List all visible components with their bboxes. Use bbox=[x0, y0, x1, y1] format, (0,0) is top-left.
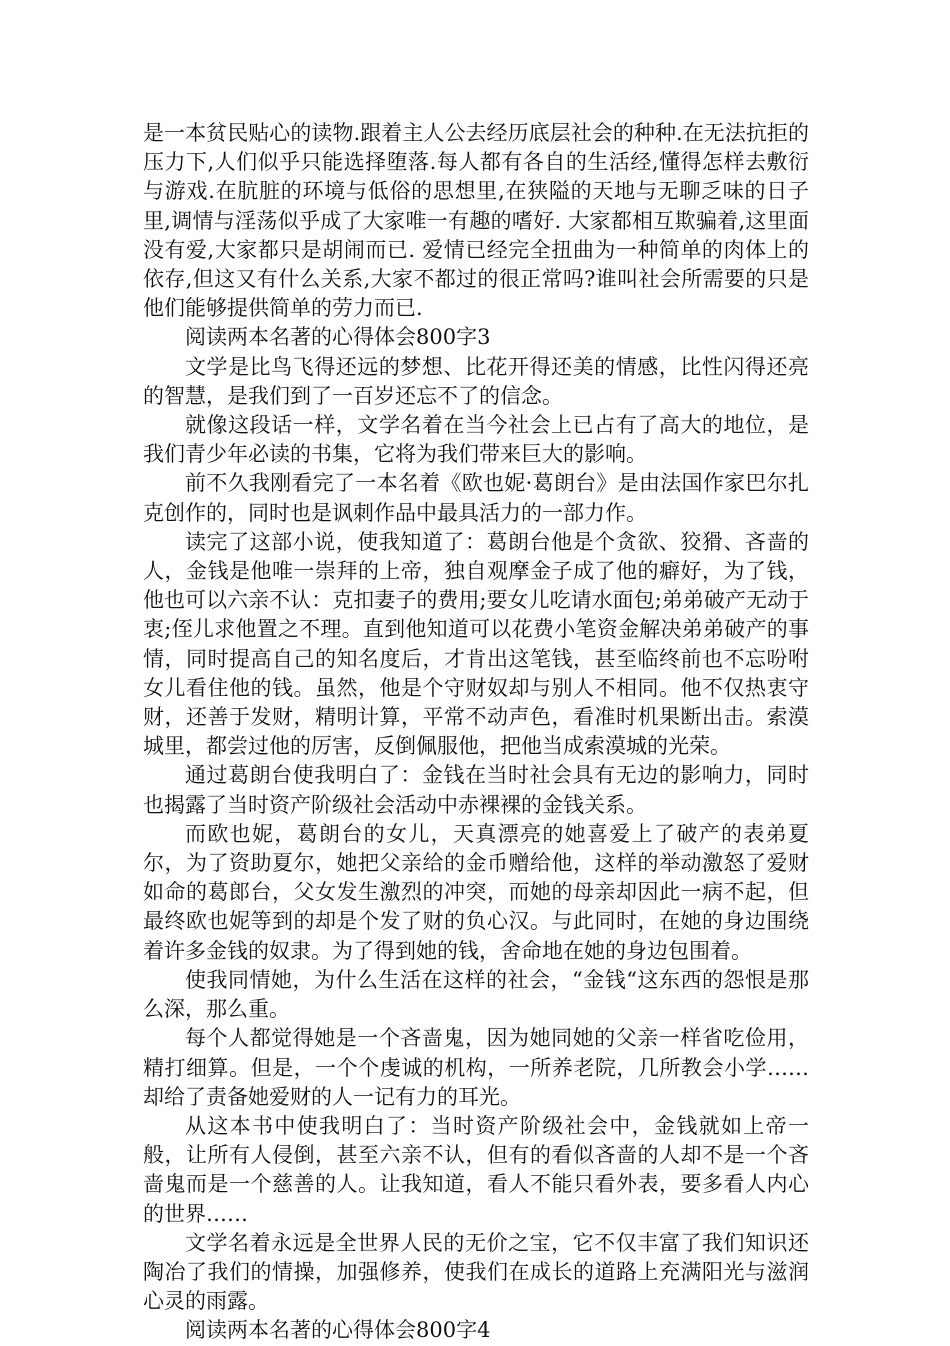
paragraph: 文学名着永远是全世界人民的无价之宝，它不仅丰富了我们知识还陶冶了我们的情操，加强修养，使我们在成长的道路上充满阳光与滋润心灵的雨露。 bbox=[143, 1230, 809, 1314]
paragraph: 文学是比鸟飞得还远的梦想、比花开得还美的情感，比性闪得还亮的智慧，是我们到了一百岁还忘不了的信念。 bbox=[143, 354, 809, 408]
paragraph: 就像这段话一样，文学名着在当今社会上已占有了高大的地位，是我们青少年必读的书集，它将为我们带来巨大的影响。 bbox=[143, 413, 809, 467]
section-heading-4: 阅读两本名著的心得体会800字4 bbox=[185, 1318, 491, 1343]
paragraph: 使我同情她，为什么生活在这样的社会，“金钱“这东西的怨恨是那么深，那么重。 bbox=[143, 967, 809, 1022]
paragraph: 每个人都觉得她是一个吝啬鬼，因为她同她的父亲一样省吃俭用，精打细算。但是，一个个虔诚的机构，一所养老院，几所教会小学……却给了责备她爱财的人一记有力的耳光。 bbox=[143, 1026, 809, 1109]
paragraph: 前不久我刚看完了一本名着《欧也妮·葛朗台》是由法国作家巴尔扎克创作的，同时也是讽刺作品中最具活力的一部力作。 bbox=[143, 471, 809, 525]
paragraph-continuation: 是一本贫民贴心的读物.跟着主人公去经历底层社会的种种.在无法抗拒的压力下,人们似乎只能选择堕落.每人都有各自的生活经,懂得怎样去敷衍与游戏.在肮脏的环境与低俗的思想里,在狭隘的天地与无聊乏味的日子里,调情与淫荡似乎成了大家唯一有趣的嗜好. 大家都相互欺骗着,这里面没有爱,大家都只是胡闹而已. 爱情已经完全扭曲为一种简单的肉体上的依存,但这又有什么关系,大家不都过的很正常吗?谁叫社会所需要的只是他们能够提供简单的劳力而已. bbox=[143, 121, 809, 321]
paragraph: 读完了这部小说，使我知道了：葛朗台他是个贪欲、狡猾、吝啬的人，金钱是他唯一崇拜的上帝，独自观摩金子成了他的癖好，为了钱，他也可以六亲不认：克扣妻子的费用;要女儿吃请水面包;弟弟破产无动于衷;侄儿求他置之不理。直到他知道可以花费小笔资金解决弟弟破产的事情，同时提高自己的知名度后，才肯出这笔钱，甚至临终前也不忘吩咐女儿看住他的钱。虽然，他是个守财奴却与别人不相同。他不仅热衷守财，还善于发财，精明计算，平常不动声色，看准时机果断出击。索漠城里，都尝过他的厉害，反倒佩服他，把他当成索漠城的光荣。 bbox=[143, 529, 809, 759]
paragraph: 而欧也妮，葛朗台的女儿，天真漂亮的她喜爱上了破产的表弟夏尔，为了资助夏尔，她把父亲给的金币赠给他，这样的举动激怒了爱财如命的葛郎台，父女发生激烈的冲突，而她的母亲却因此一病不起，但最终欧也妮等到的却是个发了财的负心汉。与此同时，在她的身边围绕着许多金钱的奴隶。为了得到她的钱，舍命地在她的身边包围着。 bbox=[143, 821, 809, 963]
document-page bbox=[143, 119, 809, 1346]
paragraph: 通过葛朗台使我明白了：金钱在当时社会具有无边的影响力，同时也揭露了当时资产阶级社会活动中赤裸裸的金钱关系。 bbox=[143, 763, 809, 817]
section-heading-3: 阅读两本名著的心得体会800字3 bbox=[185, 325, 491, 350]
paragraph: 从这本书中使我明白了：当时资产阶级社会中，金钱就如上帝一般，让所有人侵倒，甚至六亲不认，但有的看似吝啬的人却不是一个吝啬鬼而是一个慈善的人。让我知道，看人不能只看外表，要多看人内心的世界…… bbox=[143, 1113, 809, 1226]
